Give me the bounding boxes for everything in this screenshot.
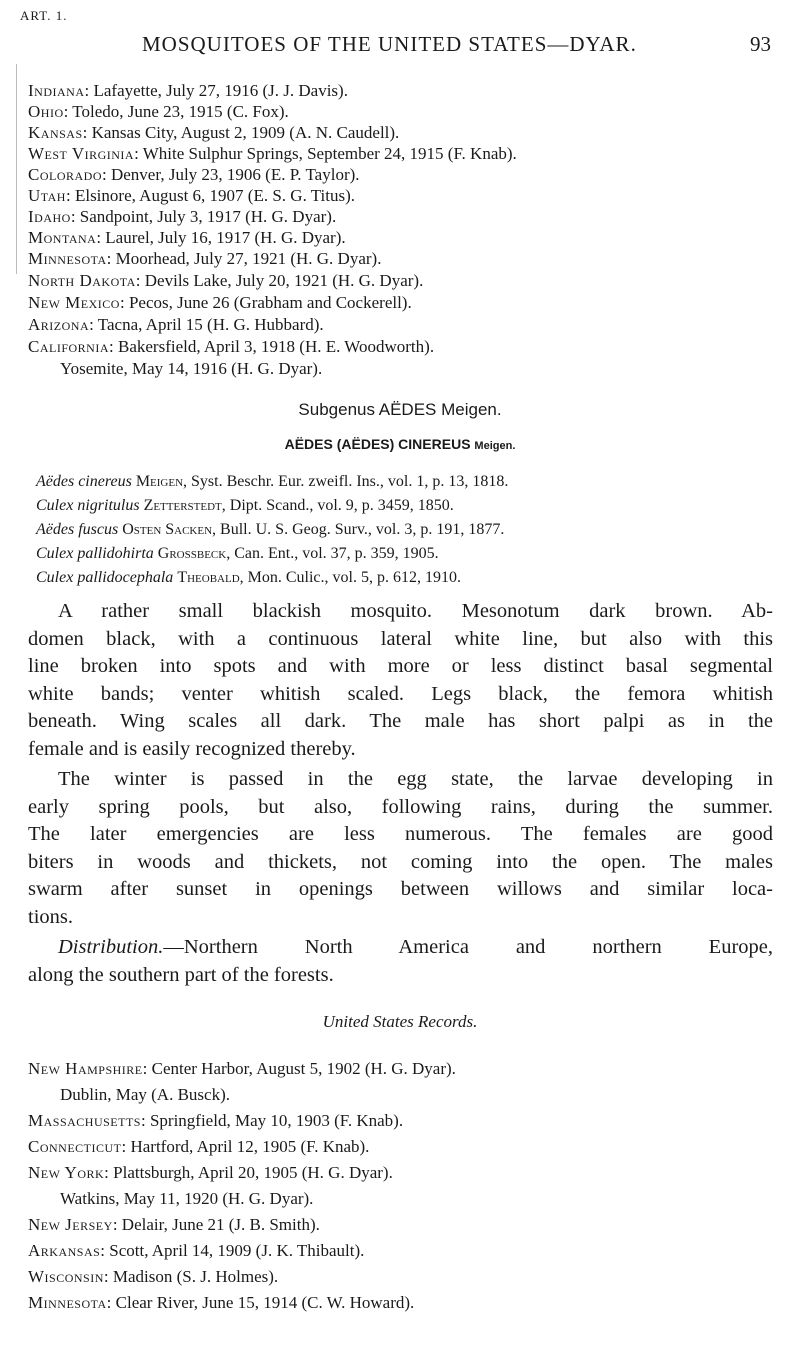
record-line: Connecticut: Hartford, April 12, 1905 (F. Knab). (28, 1137, 370, 1156)
synonym-line: Aëdes fuscus Osten Sacken, Bull. U. S. Geog. Surv., vol. 3, p. 191, 1877. (36, 521, 505, 538)
record-line: Ohio: Toledo, June 23, 1915 (C. Fox). (28, 102, 289, 121)
record-line: Dublin, May (A. Busck). (60, 1085, 230, 1104)
record-line: Watkins, May 11, 1920 (H. G. Dyar). (60, 1189, 314, 1208)
synonym-line: Culex nigritulus Zetterstedt, Dipt. Scand., vol. 9, p. 3459, 1850. (36, 497, 454, 514)
record-line: Arkansas: Scott, April 14, 1909 (J. K. Thibault). (28, 1241, 365, 1260)
record-line: Massachusetts: Springfield, May 10, 1903 (F. Knab). (28, 1111, 404, 1130)
record-line: Yosemite, May 14, 1916 (H. G. Dyar). (60, 359, 323, 378)
record-line: Arizona: Tacna, April 15 (H. G. Hubbard). (28, 315, 324, 334)
subgenus-heading: Subgenus AËDES Meigen. (298, 400, 502, 419)
record-line: Colorado: Denver, July 23, 1906 (E. P. Taylor). (28, 165, 360, 184)
us-records-heading: United States Records. (322, 1012, 478, 1031)
record-line: New Jersey: Delair, June 21 (J. B. Smith). (28, 1215, 320, 1234)
record-line: North Dakota: Devils Lake, July 20, 1921 (H. G. Dyar). (28, 271, 424, 290)
record-line: New Mexico: Pecos, June 26 (Grabham and Cockerell). (28, 293, 412, 312)
record-line: Indiana: Lafayette, July 27, 1916 (J. J. Davis). (28, 81, 348, 100)
species-heading: AËDES (AËDES) CINEREUS Meigen. (284, 436, 516, 452)
record-line: Wisconsin: Madison (S. J. Holmes). (28, 1267, 279, 1286)
page-number: 93 (750, 32, 771, 56)
record-line: New Hampshire: Center Harbor, August 5, 1902 (H. G. Dyar). (28, 1059, 456, 1078)
record-line: Kansas: Kansas City, August 2, 1909 (A. N. Caudell). (28, 123, 400, 142)
left-margin-rule (16, 64, 17, 274)
record-line: Minnesota: Clear River, June 15, 1914 (C. W. Howard). (28, 1293, 415, 1312)
distribution-label: Distribution. (58, 936, 164, 958)
synonym-line: Culex pallidocephala Theobald, Mon. Culic., vol. 5, p. 612, 1910. (36, 569, 461, 586)
record-line: California: Bakersfield, April 3, 1918 (H. E. Woodworth). (28, 337, 435, 356)
article-label: ART. 1. (20, 8, 68, 23)
biology-paragraph: The winter is passed in the egg state, the larvae developing in early spring pools, but also, following rains, during the summer. The later emergencies are less numerous. The females are good biters in woods and thickets, not coming into the open. The males swarm after sunset in openings between willows and similar loca- tions. (28, 768, 773, 928)
running-title: MOSQUITOES OF THE UNITED STATES—DYAR. (142, 32, 637, 56)
record-line: Minnesota: Moorhead, July 27, 1921 (H. G. Dyar). (28, 249, 382, 268)
synonym-line: Aëdes cinereus Meigen, Syst. Beschr. Eur. zweifl. Ins., vol. 1, p. 13, 1818. (36, 473, 509, 490)
record-line: Montana: Laurel, July 16, 1917 (H. G. Dyar). (28, 228, 346, 247)
record-line: New York: Plattsburgh, April 20, 1905 (H. G. Dyar). (28, 1163, 393, 1182)
synonym-line: Culex pallidohirta Grossbeck, Can. Ent., vol. 37, p. 359, 1905. (36, 545, 439, 562)
record-line: West Virginia: White Sulphur Springs, September 24, 1915 (F. Knab). (28, 144, 517, 163)
record-line: Idaho: Sandpoint, July 3, 1917 (H. G. Dyar). (28, 207, 337, 226)
description-paragraph: A rather small blackish mosquito. Mesonotum dark brown. Ab- domen black, with a continuous lateral white line, but also with this line broken into spots and with more or less distinct basal segmental white bands; venter whitish scaled. Legs black, the femora whitish beneath. Wing scales all dark. The male has short palpi as in the female and is easily recognized thereby. (28, 600, 773, 760)
record-line: Utah: Elsinore, August 6, 1907 (E. S. G. Titus). (28, 186, 356, 205)
distribution-paragraph: Distribution.—Northern North America and northern Europe, along the southern part of the forests. (28, 936, 773, 986)
